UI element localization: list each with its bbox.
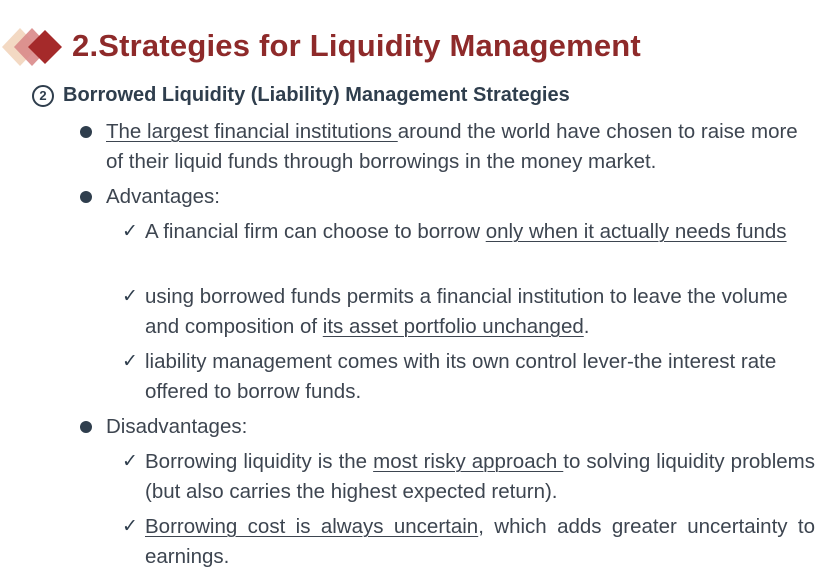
section-heading-row [32,84,570,112]
item-text-end: , which adds greater uncertainty to earnings. [145,515,815,568]
item-text-end: . [583,315,590,338]
disadvantage-item-most-risky [145,447,815,507]
advantage-item-portfolio-unchanged [145,282,815,342]
item-text: using borrowed funds permits a financial institution to leave the volume and composition of [145,285,788,338]
advantages-label: Advantages: [106,185,220,208]
dot-bullet-icon [80,191,92,203]
dot-bullet-icon [80,126,92,138]
checkmark-icon: ✓ [122,221,138,242]
disadvantage-item-uncertain-cost [145,512,815,572]
checkmark-icon: ✓ [122,286,138,307]
advantage-item-borrow-when-needed [145,217,815,247]
item-text: A financial firm can choose to borrow [145,220,486,243]
circled-number-icon: 2 [32,85,54,107]
page-title: 2.Strategies for Liquidity Management [72,28,641,63]
item-text: liability management comes with its own control lever-the interest rate offered to borrow funds. [145,350,777,403]
title-row [0,22,818,72]
disadvantages-label: Disadvantages: [106,415,248,438]
checkmark-icon: ✓ [122,451,138,472]
diamond-cluster-icon [0,22,70,72]
item-text: Borrowing liquidity is the [145,450,374,473]
underlined-phrase: The largest financial institutions [106,120,398,143]
checkmark-icon: ✓ [122,351,138,372]
advantage-item-control-lever [145,347,815,407]
underlined-phrase: only when it actually needs funds [485,220,787,243]
item-text-end: to solving liquidity problems (but also carries the highest expected return). [145,450,815,503]
underlined-phrase: its asset portfolio unchanged [322,315,584,338]
checkmark-icon: ✓ [122,516,138,537]
section-heading: Borrowed Liquidity (Liability) Management Strategies [63,84,570,106]
underlined-phrase: Borrowing cost is always uncertain [145,515,479,538]
bullet-largest-institutions [106,117,806,177]
dot-bullet-icon [80,421,92,433]
underlined-phrase: most risky approach [373,450,564,473]
bullet-text: around the world have chosen to raise more of their liquid funds through borrowings in the money market. [106,120,798,173]
